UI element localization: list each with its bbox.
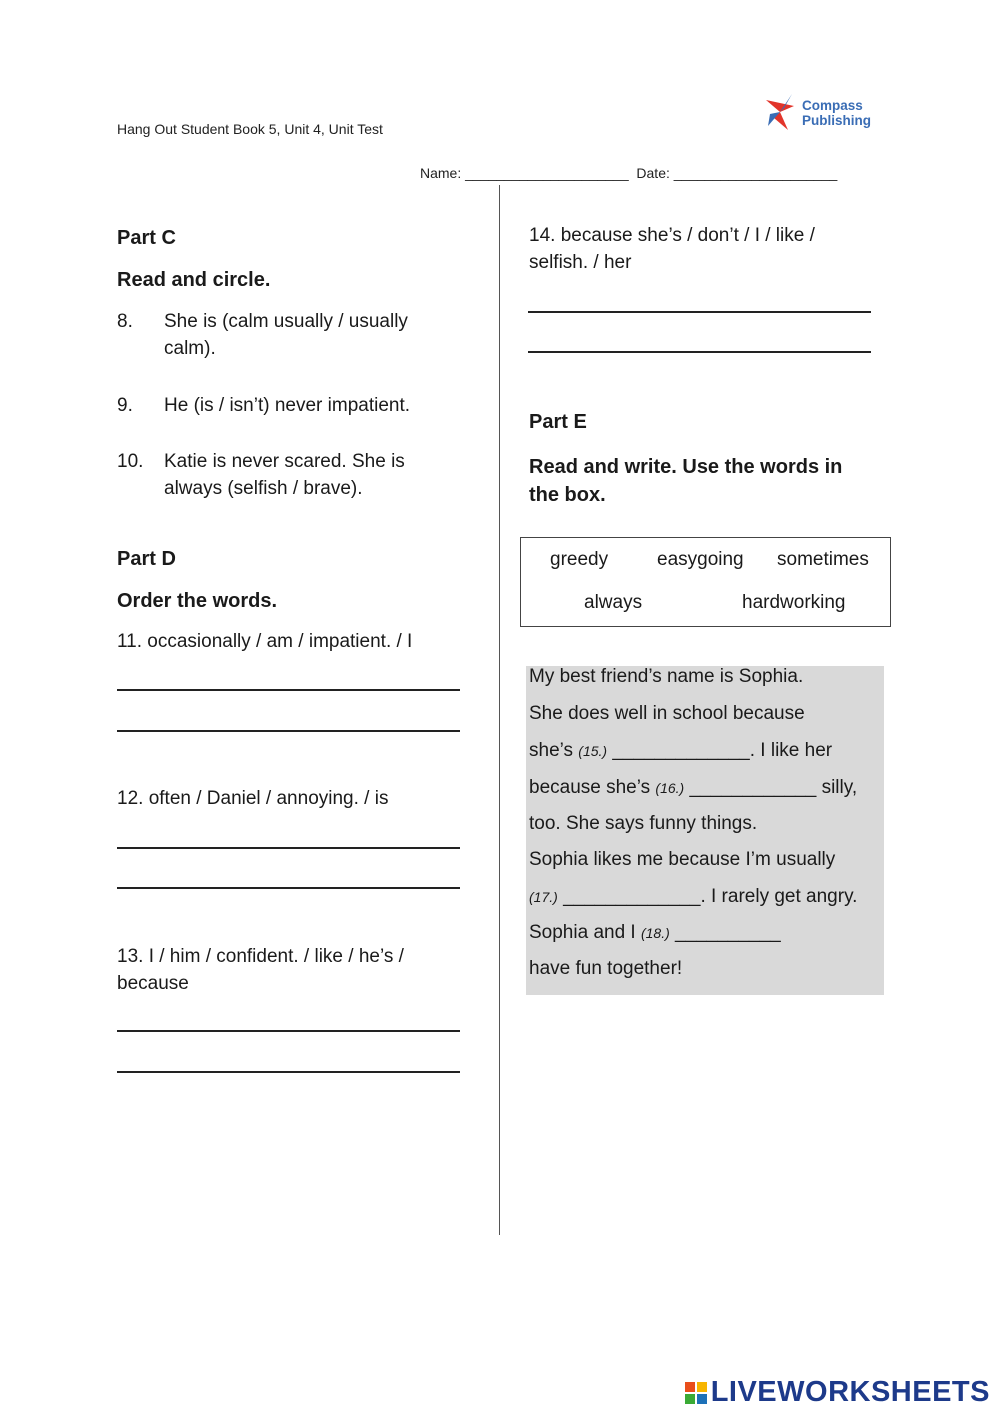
part-d-heading: Part D: [117, 548, 176, 570]
logo-line-1: Compass: [802, 98, 863, 113]
answer-line-14b[interactable]: [528, 351, 871, 353]
blank-16[interactable]: ____________ silly,: [684, 777, 858, 798]
story-line: Sophia likes me because I’m usually: [529, 849, 836, 870]
logo-text: [802, 98, 871, 128]
word-bank-item: easygoing: [657, 549, 744, 570]
column-divider: [499, 185, 500, 1235]
answer-line-12a[interactable]: [117, 847, 460, 849]
story-text: Sophia and I: [529, 922, 641, 943]
story-passage: [526, 666, 884, 995]
part-c-heading: Part C: [117, 227, 176, 249]
story-line: She does well in school because: [529, 703, 805, 724]
part-d-instruction: Order the words.: [117, 590, 278, 612]
word-bank-item: sometimes: [777, 549, 869, 570]
word-box: [520, 537, 891, 627]
star-icon: [758, 86, 802, 136]
document-header-title: Hang Out Student Book 5, Unit 4, Unit Test: [117, 121, 383, 137]
answer-line-11b[interactable]: [117, 730, 460, 732]
answer-line-12b[interactable]: [117, 887, 460, 889]
part-c-instruction: Read and circle.: [117, 269, 271, 291]
story-line: [529, 886, 857, 908]
answer-line-13a[interactable]: [117, 1030, 460, 1032]
blank-17[interactable]: _____________. I rarely get angry.: [557, 886, 858, 907]
question-13: 13. I / him / confident. / like / he’s / because: [117, 946, 404, 994]
question-number: 9.: [117, 395, 133, 416]
story-text: because she’s: [529, 777, 656, 798]
compass-publishing-logo: [754, 80, 882, 140]
blank-number-16: (16.): [655, 780, 685, 796]
logo-line-2: Publishing: [802, 113, 871, 128]
answer-line-11a[interactable]: [117, 689, 460, 691]
question-11: 11. occasionally / am / impatient. / I: [117, 631, 413, 652]
story-text: she’s: [529, 740, 579, 761]
question-text: She is (calm usually / usually calm).: [164, 311, 408, 359]
part-e-heading: Part E: [529, 411, 587, 433]
brand-text: LIVEWORKSHEETS: [710, 1376, 990, 1408]
story-line: [529, 740, 832, 762]
blank-number-17: (17.): [529, 889, 558, 905]
question-text: Katie is never scared. She is always (selfish / brave).: [164, 451, 405, 499]
answer-line-13b[interactable]: [117, 1071, 460, 1073]
word-bank-item: always: [584, 592, 643, 613]
liveworksheets-icon: [685, 1382, 707, 1404]
word-bank-item: hardworking: [742, 592, 846, 613]
blank-number-18: (18.): [640, 925, 670, 941]
liveworksheets-brand: [685, 1376, 990, 1409]
name-date-line[interactable]: Name: _____________________ Date: _____________________: [420, 165, 838, 181]
question-12: 12. often / Daniel / annoying. / is: [117, 788, 389, 809]
question-number: 10.: [117, 451, 144, 472]
blank-number-15: (15.): [578, 743, 608, 759]
story-line: My best friend’s name is Sophia.: [529, 666, 804, 687]
part-e-instruction: Read and write. Use the words in the box.: [529, 456, 843, 506]
story-line: [529, 922, 781, 944]
answer-line-14a[interactable]: [528, 311, 871, 313]
blank-15[interactable]: _____________. I like her: [607, 740, 833, 761]
blank-18[interactable]: __________: [669, 922, 781, 943]
story-line: [529, 777, 857, 799]
story-line: too. She says funny things.: [529, 813, 758, 834]
question-text: He (is / isn’t) never impatient.: [164, 395, 411, 416]
word-bank-item: greedy: [550, 549, 609, 570]
question-14: 14. because she’s / don’t / I / like / selfish. / her: [529, 225, 815, 273]
question-number: 8.: [117, 311, 133, 332]
story-line: have fun together!: [529, 958, 683, 979]
